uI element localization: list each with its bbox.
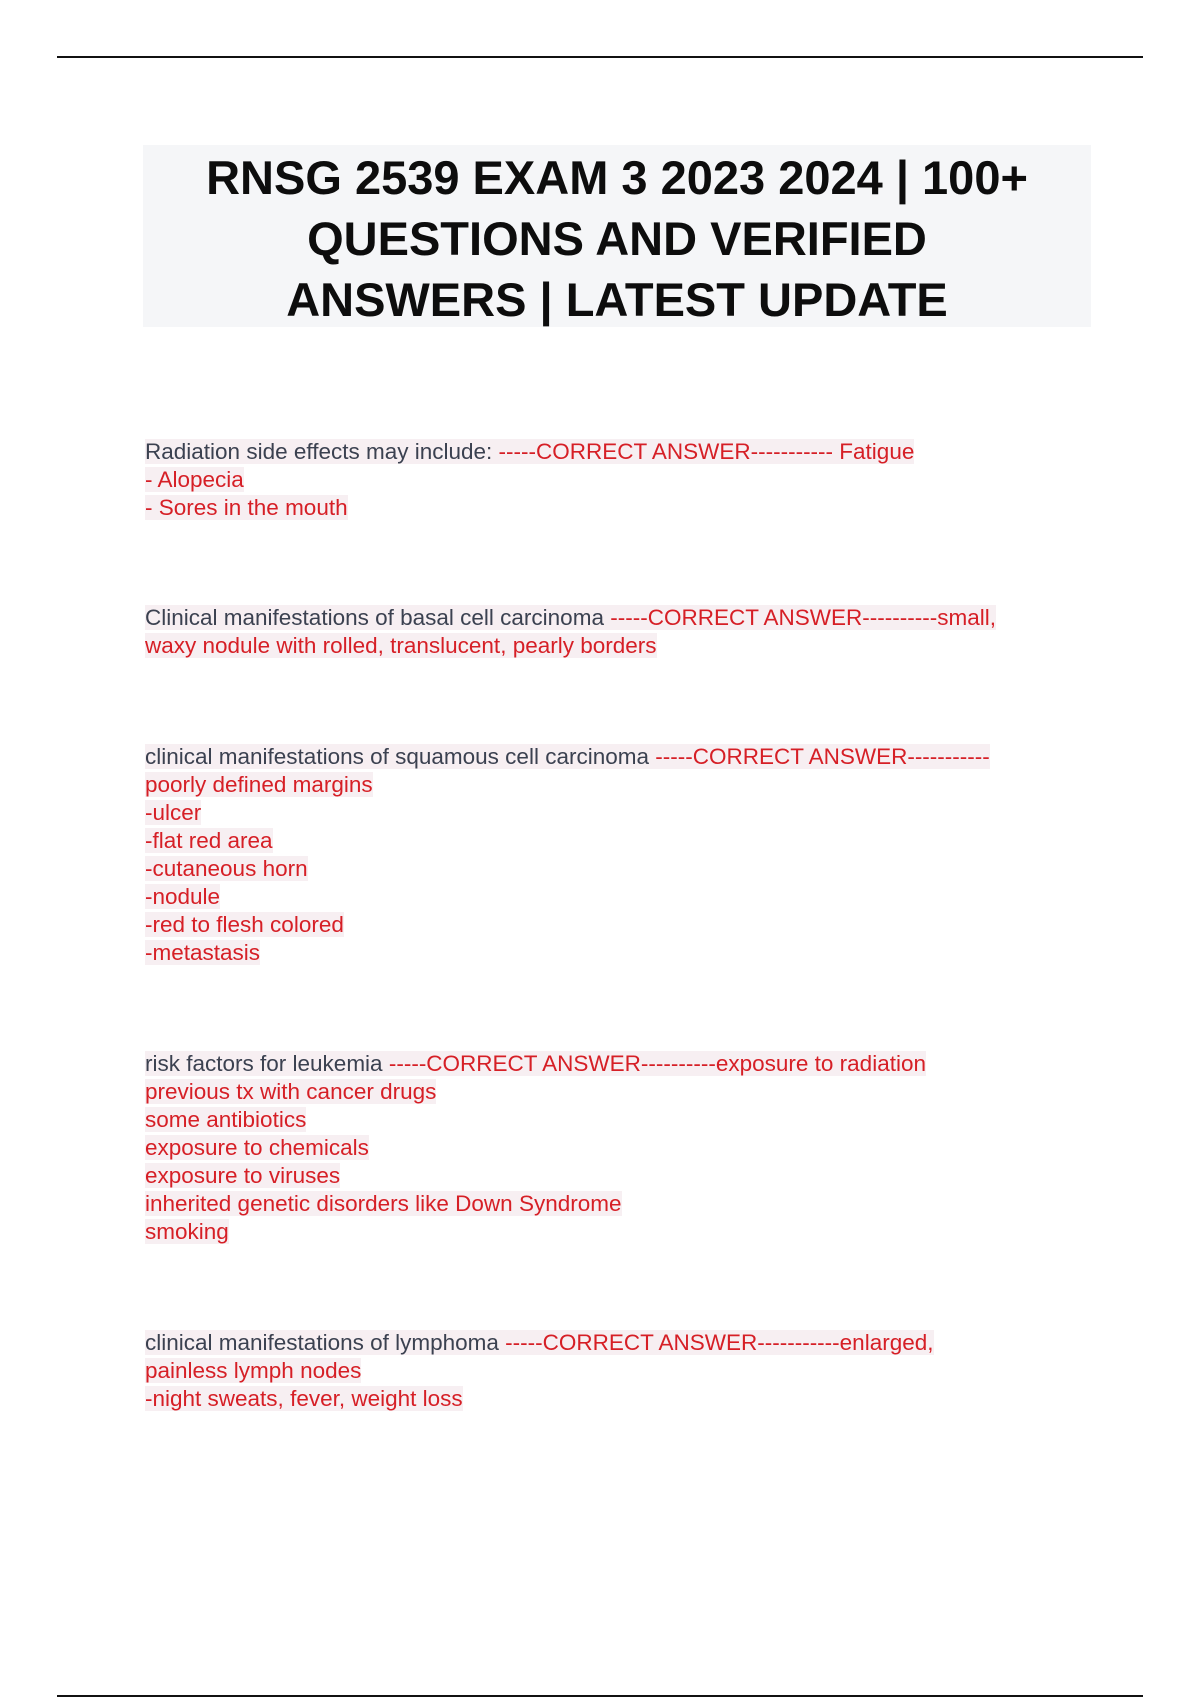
answer-line: previous tx with cancer drugs <box>145 1079 437 1104</box>
qa-block-2 <box>145 604 1105 660</box>
title-line-1: RNSG 2539 EXAM 3 2023 2024 | 100+ <box>206 151 1028 204</box>
answer-line: -nodule <box>145 884 221 909</box>
question-text: Radiation side effects may include: <box>145 439 493 464</box>
qa-first-line <box>145 743 1105 771</box>
answer-text: Fatigue <box>833 439 915 464</box>
correct-answer-separator: -----CORRECT ANSWER---------- <box>388 1051 716 1076</box>
question-text: clinical manifestations of lymphoma <box>145 1330 499 1355</box>
qa-first-line <box>145 1050 1105 1078</box>
qa-first-line <box>145 438 1105 466</box>
answer-line: -cutaneous horn <box>145 856 308 881</box>
qa-block-4 <box>145 1050 1105 1246</box>
question-text: Clinical manifestations of basal cell carcinoma <box>145 605 604 630</box>
bottom-rule <box>57 1695 1143 1697</box>
answer-line: inherited genetic disorders like Down Syndrome <box>145 1191 622 1216</box>
title-line-2: QUESTIONS AND VERIFIED <box>307 212 927 265</box>
answer-text: exposure to radiation <box>715 1051 926 1076</box>
answer-line: -red to flesh colored <box>145 912 344 937</box>
answer-line: - Sores in the mouth <box>145 495 348 520</box>
answer-line: poorly defined margins <box>145 772 373 797</box>
answer-text: small, <box>937 605 996 630</box>
answer-line: -flat red area <box>145 828 273 853</box>
title-line-3: ANSWERS | LATEST UPDATE <box>286 273 948 326</box>
answer-line: painless lymph nodes <box>145 1358 362 1383</box>
title-banner <box>143 145 1091 327</box>
qa-block-3 <box>145 743 1105 967</box>
answer-line: waxy nodule with rolled, translucent, pearly borders <box>145 633 657 658</box>
answer-line: smoking <box>145 1219 229 1244</box>
correct-answer-separator: -----CORRECT ANSWER----------- <box>655 744 990 769</box>
qa-first-line <box>145 1329 1105 1357</box>
correct-answer-separator: -----CORRECT ANSWER----------- <box>498 439 834 464</box>
qa-first-line <box>145 604 1105 632</box>
answer-line: exposure to chemicals <box>145 1135 369 1160</box>
correct-answer-separator: -----CORRECT ANSWER----------- <box>505 1330 840 1355</box>
answer-line: -night sweats, fever, weight loss <box>145 1386 463 1411</box>
question-text: clinical manifestations of squamous cell carcinoma <box>145 744 649 769</box>
correct-answer-separator: -----CORRECT ANSWER---------- <box>610 605 938 630</box>
answer-line: exposure to viruses <box>145 1163 341 1188</box>
qa-block-1 <box>145 438 1105 522</box>
qa-block-5 <box>145 1329 1105 1413</box>
document-title <box>143 145 1091 330</box>
answer-line: -metastasis <box>145 940 261 965</box>
answer-line: some antibiotics <box>145 1107 307 1132</box>
question-text: risk factors for leukemia <box>145 1051 383 1076</box>
top-rule <box>57 56 1143 58</box>
answer-line: - Alopecia <box>145 467 244 492</box>
answer-line: -ulcer <box>145 800 202 825</box>
answer-text: enlarged, <box>839 1330 934 1355</box>
